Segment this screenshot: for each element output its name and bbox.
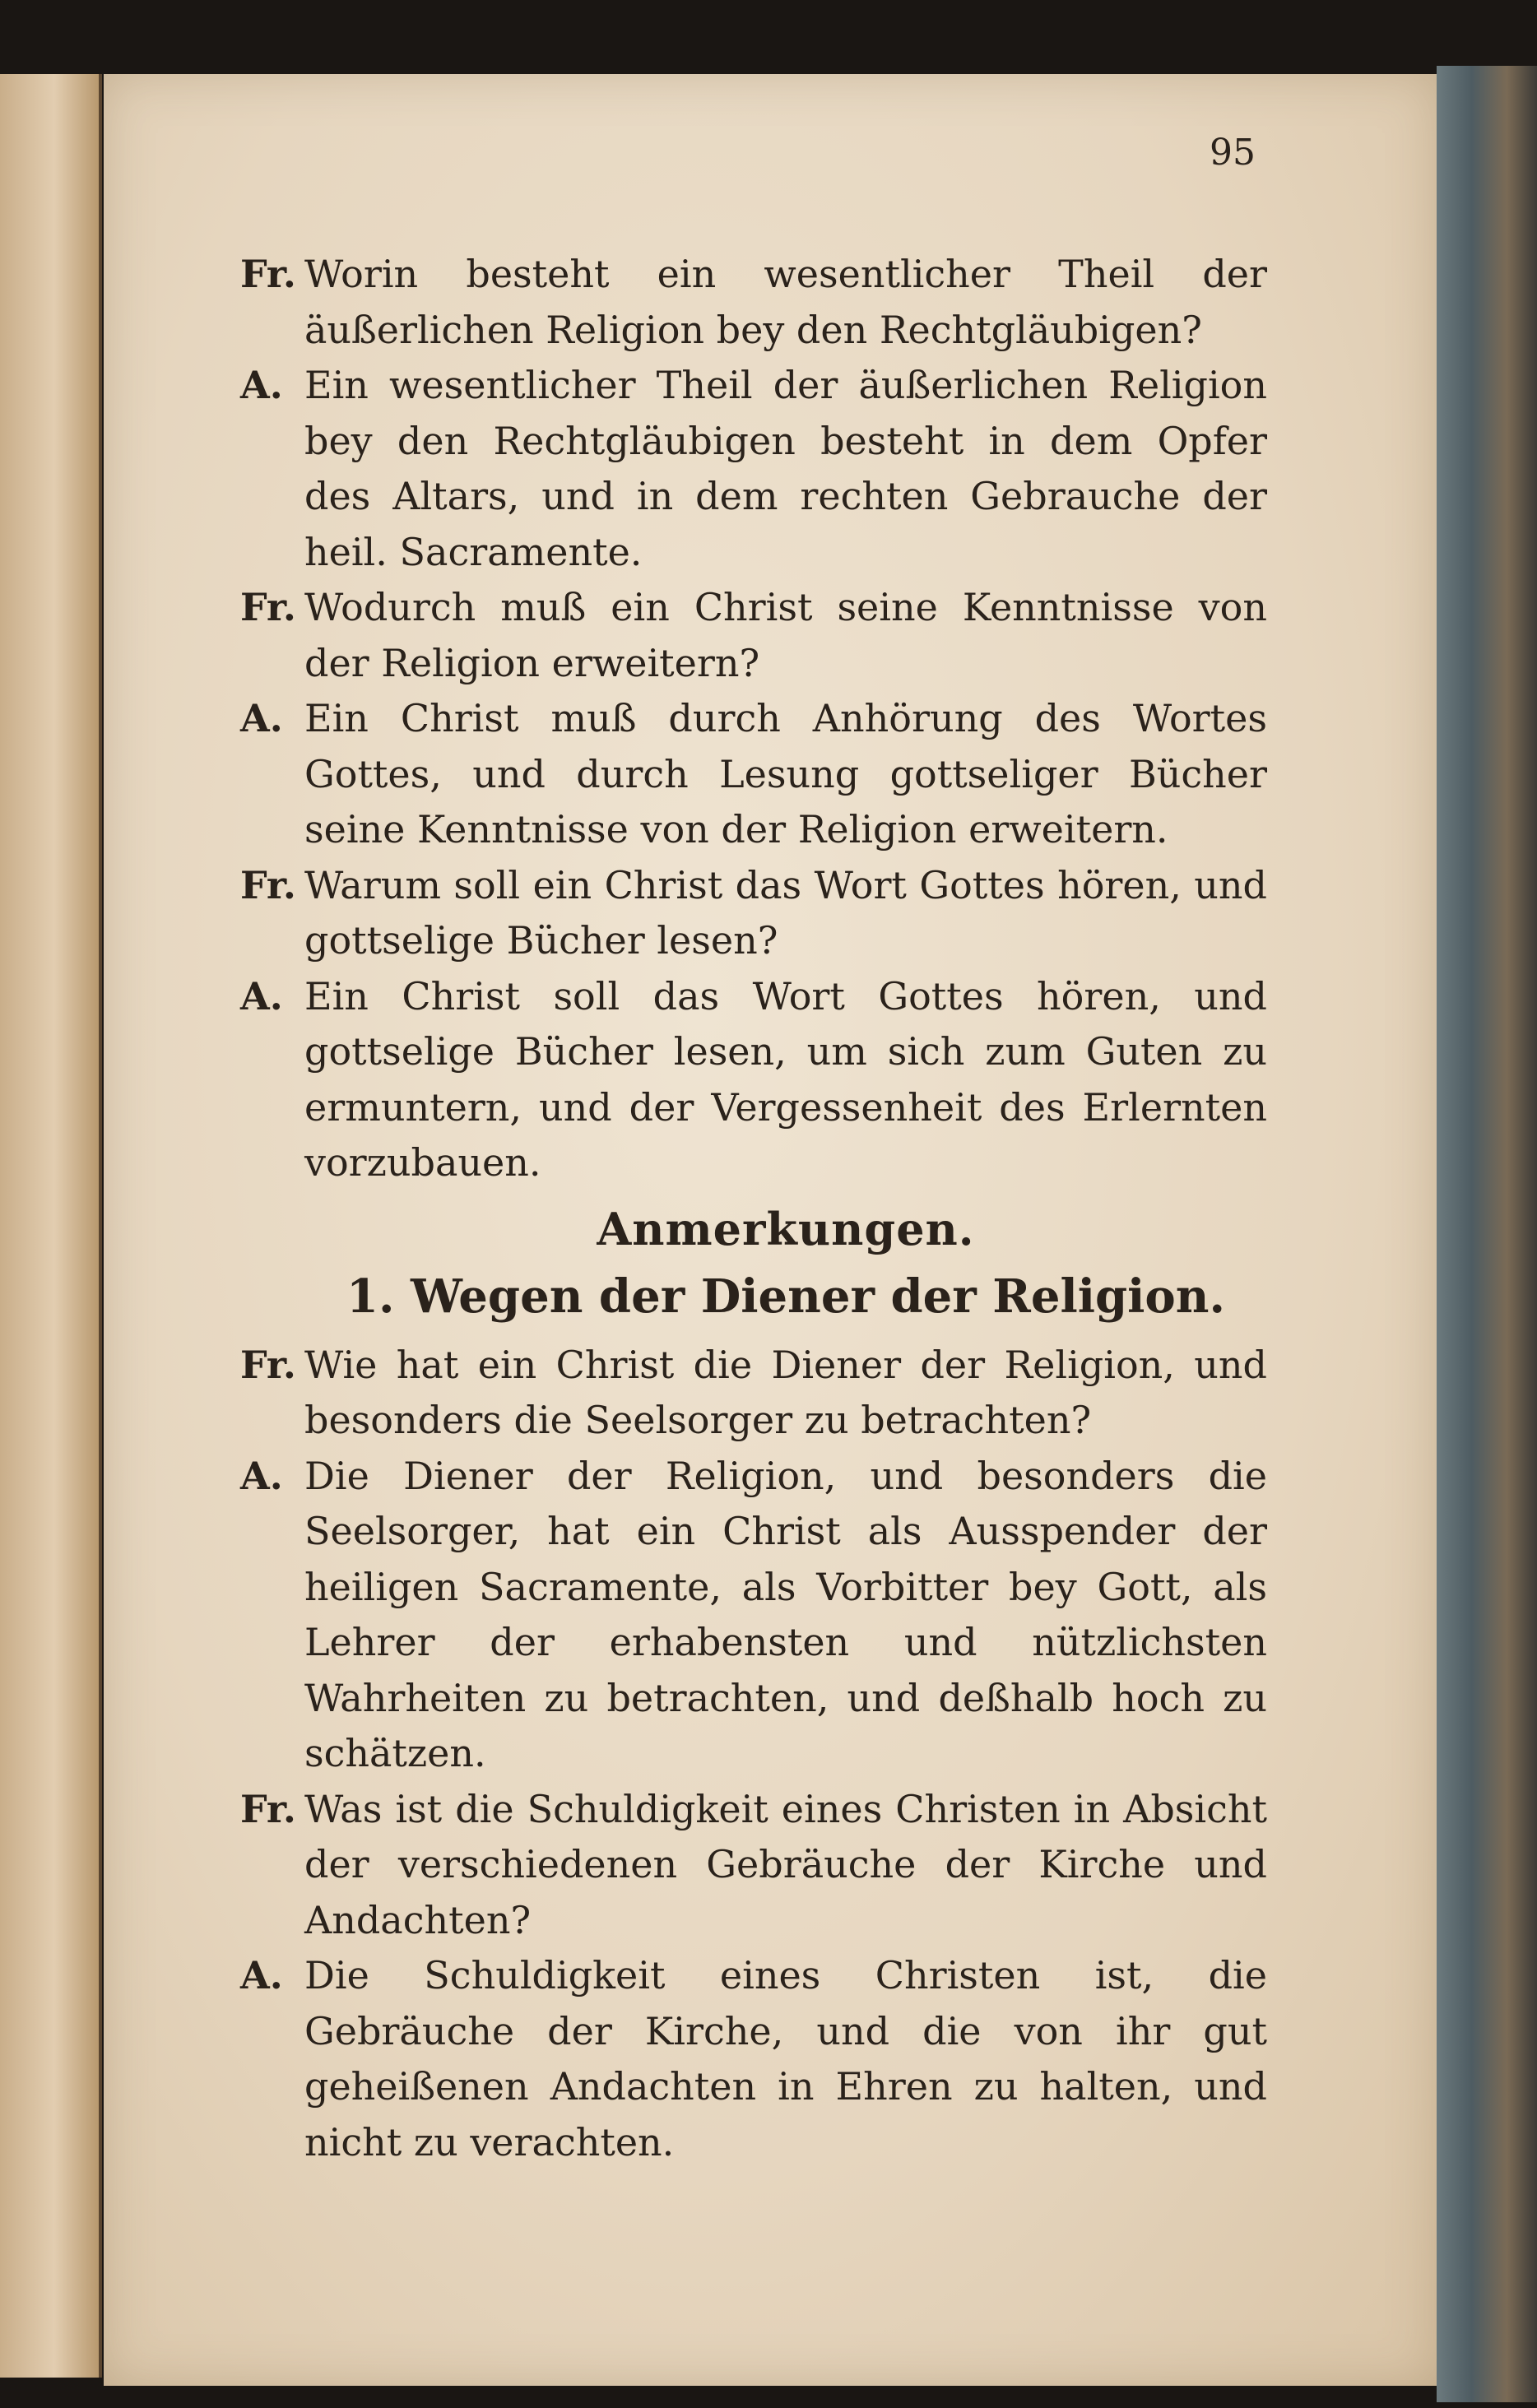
entry-label: A. [240,696,283,740]
qa-entry [240,969,1267,1191]
page-text [240,247,1267,2170]
entry-label: Fr. [240,252,296,296]
qa-entry [240,691,1267,858]
entry-text: Ein wesentlicher Theil der äußerlichen Religion bey den Rechtgläubigen besteht in dem Opfer des Altars, und in dem rechten Gebrauche der heil. Sacramente. [304,363,1267,574]
entry-label: A. [240,1953,283,1997]
qa-entry [240,1782,1267,1949]
entry-label: Fr. [240,1342,296,1387]
qa-entry [240,580,1267,691]
qa-entry [240,247,1267,358]
book-cover-edge [1437,66,1537,2402]
left-page-edge [0,74,102,2378]
qa-entry [240,1948,1267,2170]
qa-entry [240,1338,1267,1449]
entry-label: Fr. [240,585,296,629]
entry-label: A. [240,1453,283,1498]
section-heading: Anmerkungen. [597,1202,975,1255]
entry-text: Die Schuldigkeit eines Christen ist, die Gebräuche der Kirche, und die von ihr gut geheißenen Andachten in Ehren zu halten, und nicht zu verachten. [304,1953,1267,2164]
entry-text: Die Diener der Religion, und besonders die Seelsorger, hat ein Christ als Ausspender der heiligen Sacramente, als Vorbitter bey Gott, als Lehrer der erhabensten und nützlichsten Wahrheiten zu betrachten, und deßhalb hoch zu schätzen. [304,1453,1267,1775]
qa-entry [240,358,1267,580]
entry-text: Was ist die Schuldigkeit eines Christen in Absicht der verschiedenen Gebräuche der Kirche und Andachten? [304,1786,1267,1942]
qa-section-1 [240,247,1267,1191]
entry-label: Fr. [240,1786,296,1831]
entry-text: Wie hat ein Christ die Diener der Religion, und besonders die Seelsorger zu betrachten? [304,1342,1267,1442]
qa-entry [240,858,1267,969]
entry-label: Fr. [240,862,296,907]
section-subheading: 1. Wegen der Diener der Religion. [346,1269,1225,1324]
qa-entry [240,1449,1267,1782]
entry-text: Wodurch muß ein Christ seine Kenntnisse von der Religion erweitern? [304,585,1267,685]
entry-text: Warum soll ein Christ das Wort Gottes hören, und gottselige Bücher lesen? [304,862,1267,963]
entry-text: Worin besteht ein wesentlicher Theil der äußerlichen Religion bey den Rechtgläubigen? [304,252,1267,352]
entry-label: A. [240,363,283,407]
entry-label: A. [240,973,283,1018]
entry-text: Ein Christ muß durch Anhörung des Wortes Gottes, und durch Lesung gottseliger Bücher seine Kenntnisse von der Religion erweitern. [304,696,1267,851]
entry-text: Ein Christ soll das Wort Gottes hören, und gottselige Bücher lesen, um sich zum Guten zu ermuntern, und der Vergessenheit des Erlernten vorzubauen. [304,973,1267,1185]
page-number: 95 [1210,132,1256,174]
qa-section-2 [240,1338,1267,2171]
